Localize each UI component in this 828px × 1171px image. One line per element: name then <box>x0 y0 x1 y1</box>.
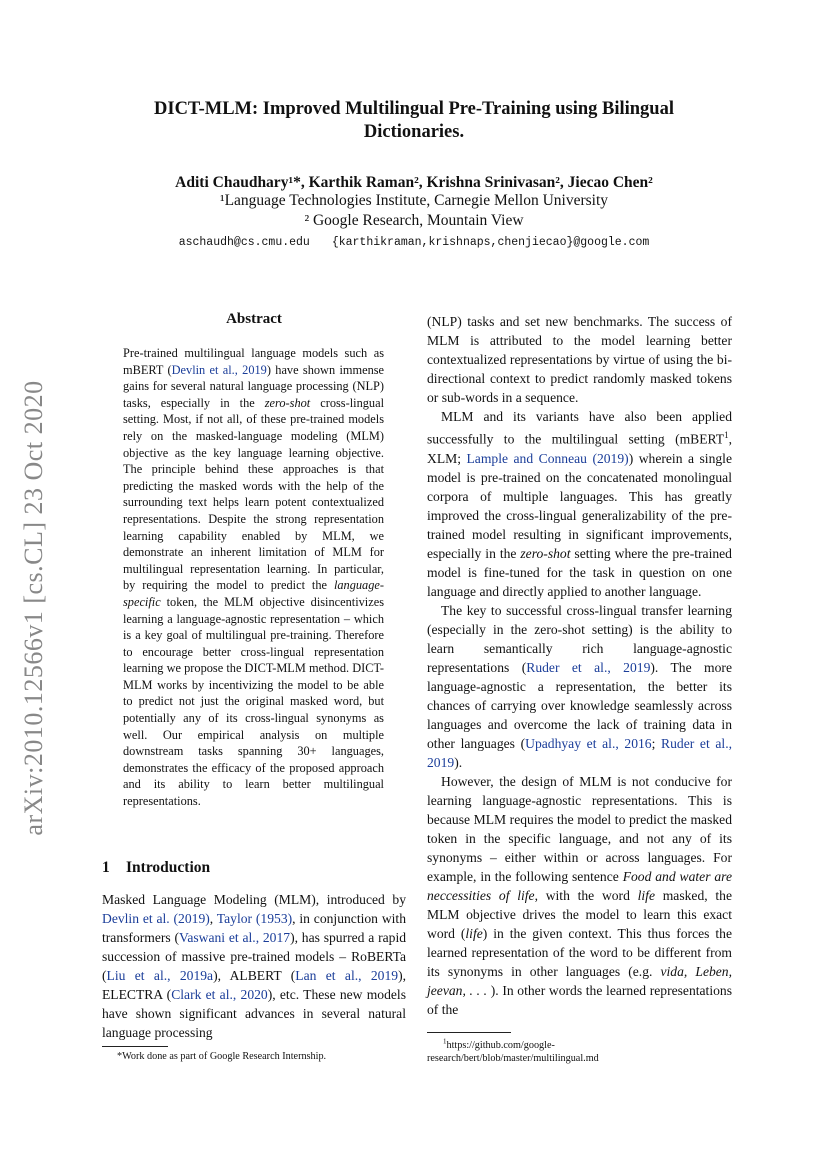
arxiv-identifier: arXiv:2010.12566v1 [cs.CL] 23 Oct 2020 <box>19 380 48 836</box>
section-heading <box>102 859 210 877</box>
intro-paragraph: Masked Language Modeling (MLM), introduced by Devlin et al. (2019), Taylor (1953), in conjunction with transformers (Vaswani et al., 2017), has spurred a rapid succession of massive pre-trained models – RoBERTa (Liu et al., 2019a), ALBERT (Lan et al., 2019), ELECTRA (Clark et al., 2020), etc. These new models have shown significant advances in several natural language processing <box>102 892 407 1040</box>
citation-link[interactable]: Clark et al., 2020 <box>171 987 268 1002</box>
footnote-right: $^1$https://github.com/google- research/bert/blob/master/multilingual.md <box>427 1038 599 1065</box>
right-column-text <box>427 312 732 1019</box>
footnote-url-cont[interactable]: research/bert/blob/master/multilingual.md <box>427 1053 599 1065</box>
section-title: Introduction <box>126 859 211 876</box>
email-1: aschaudh@cs.cmu.edu <box>178 236 310 249</box>
footnote-left: *Work done as part of Google Research Internship. <box>117 1051 327 1062</box>
citation-link[interactable]: Taylor (1953) <box>216 911 293 926</box>
footnote-rule <box>102 1046 168 1047</box>
author-list: Aditi Chaudhary¹*, Karthik Raman², Krishna Srinivasan², Jiecao Chen² <box>175 174 653 191</box>
citation-link[interactable]: Devlin et al. (2019) <box>102 911 210 926</box>
paragraph: The key to successful cross-lingual transfer learning (especially in the zero-shot setting) is the ability to learn semantically rich language-agnostic representations (Ruder et al., 2019). The more language-agnostic a representation, the better its chances of carrying over knowledge seamlessly across languages and overcome the lack of training data in other languages (Upadhyay et al., 2016; Ruder et al., 2019). <box>427 602 732 770</box>
abstract-heading: Abstract <box>226 311 282 327</box>
paper-title <box>0 98 828 144</box>
paragraph: MLM and its variants have also been applied successfully to the multilingual setting (mBERT$^1$, XLM; Lample and Conneau (2019)) wherein a single model is pre-trained on the concatenated monolingual corpora of multiple languages. This has greatly improved the cross-lingual generalizability of the pre-trained model resulting in significant improvements, especially in the zero-shot setting where the pre-trained model is fine-tuned for the task in question on one language and directly applied to another language. <box>427 409 732 599</box>
email-2: {karthikraman,krishnaps,chenjiecao}@google.com <box>331 236 650 249</box>
title-method-name: DICT-MLM <box>154 99 252 119</box>
citation-link[interactable]: Devlin et al., 2019 <box>171 362 267 377</box>
paragraph: (NLP) tasks and set new benchmarks. The success of MLM is attributed to the model learning better contextualized representations by virtue of using the bi-directional context to predict randomly masked tokens or sub-words in a sequence. <box>427 314 732 405</box>
citation-link[interactable]: Liu et al., 2019a <box>106 968 214 983</box>
citation-link[interactable]: Lan et al., 2019 <box>295 968 399 983</box>
paragraph: However, the design of MLM is not conducive for learning language-agnostic representations. This is because MLM requires the model to predict the masked token in the specific language, and not any of its synonyms – either within or across languages. For example, in the following sentence Food and water are neccessities of life, with the word life masked, the MLM objective drives the model to learn this exact word (life) in the given context. This thus forces the learned representation of the word to be different from its synonyms in other languages (e.g. vida, Leben, jeevan, . . . ). In other words the learned representations of the <box>427 773 733 1017</box>
footnote-rule <box>427 1032 511 1033</box>
section-number: 1 <box>102 859 110 876</box>
title-text: : Improved Multilingual Pre-Training using Bilingual <box>252 99 674 119</box>
citation-link[interactable]: Lample and Conneau (2019) <box>466 450 629 466</box>
citation-link[interactable]: Vaswani et al., 2017 <box>179 930 291 945</box>
author-emails <box>0 236 828 249</box>
citation-link[interactable]: Upadhyay et al., 2016 <box>525 735 652 751</box>
citation-link[interactable]: Ruder et al., 2019 <box>526 659 651 675</box>
affiliation-1: ¹Language Technologies Institute, Carnegie Mellon University <box>219 192 609 209</box>
citation-link[interactable]: Ruder et al., 2019 <box>427 735 732 770</box>
title-line2: Dictionaries. <box>363 122 465 142</box>
abstract-body: Pre-trained multilingual language models such as mBERT (Devlin et al., 2019) have shown immense gains for several natural language processing (NLP) tasks, especially in the zero-shot cross-lingual setting. Most, if not all, of these pre-trained models rely on the masked-language modeling (MLM) objective as the key language learning objective. The principle behind these approaches is that predicting the masked words with the help of the surrounding text helps learn potent contextualized representations. Despite the strong representation learning capability enabled by MLM, we demonstrate an inherent limitation of MLM for multilingual representation learning. In particular, by requiring the model to predict the language-specific token, the MLM objective disincentivizes learning a language-agnostic representation – which is a key goal of multilingual pre-training. Therefore to encourage better cross-lingual representation learning we propose the DICT-MLM method. DICT-MLM works by incentivizing the model to be able to predict not just the original masked word, but potentially any of its cross-lingual synonyms as well. Our empirical analysis on multiple downstream tasks spanning 30+ languages, demonstrates the efficacy of the proposed approach and its ability to learn better multilingual representations. <box>123 346 385 809</box>
affiliation-2: ² Google Research, Mountain View <box>304 212 524 229</box>
footnote-url[interactable]: https://github.com/google- <box>446 1040 555 1052</box>
